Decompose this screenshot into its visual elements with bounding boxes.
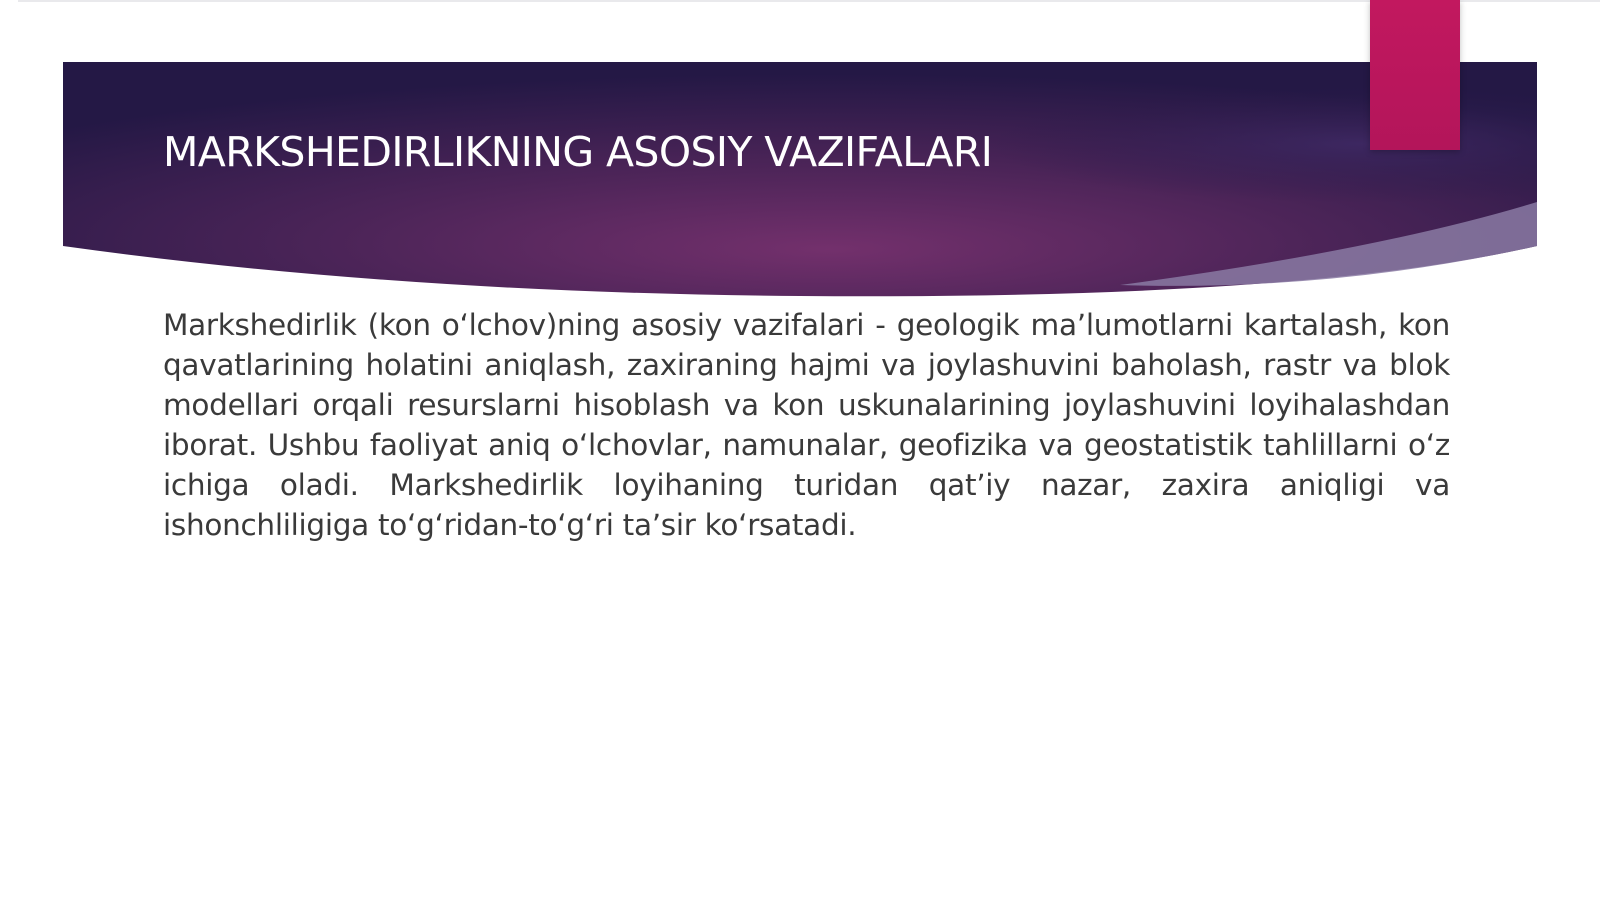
slide-title: MARKSHEDIRLIKNING ASOSIY VAZIFALARI — [163, 128, 993, 176]
accent-tab — [1370, 0, 1460, 150]
slide-body-text: Markshedirlik (kon o‘lchov)ning asosiy vazifalari - geologik ma’lumotlarni kartalash, kon qavatlarining holatini aniqlash, zaxiraning hajmi va joylashuvini baholash, rastr va blok modellari orqali resurslarni hisoblash va kon uskunalarining joylashuvini loyihalashdan iborat. Ushbu faoliyat aniq o‘lchovlar, namunalar, geofizika va geostatistik tahlillarni o‘z ichiga oladi. Markshedirlik loyihaning turidan qat’iy nazar, zaxira aniqligi va ishonchliligiga to‘g‘ridan-to‘g‘ri ta’sir ko‘rsatadi. — [163, 308, 1450, 542]
